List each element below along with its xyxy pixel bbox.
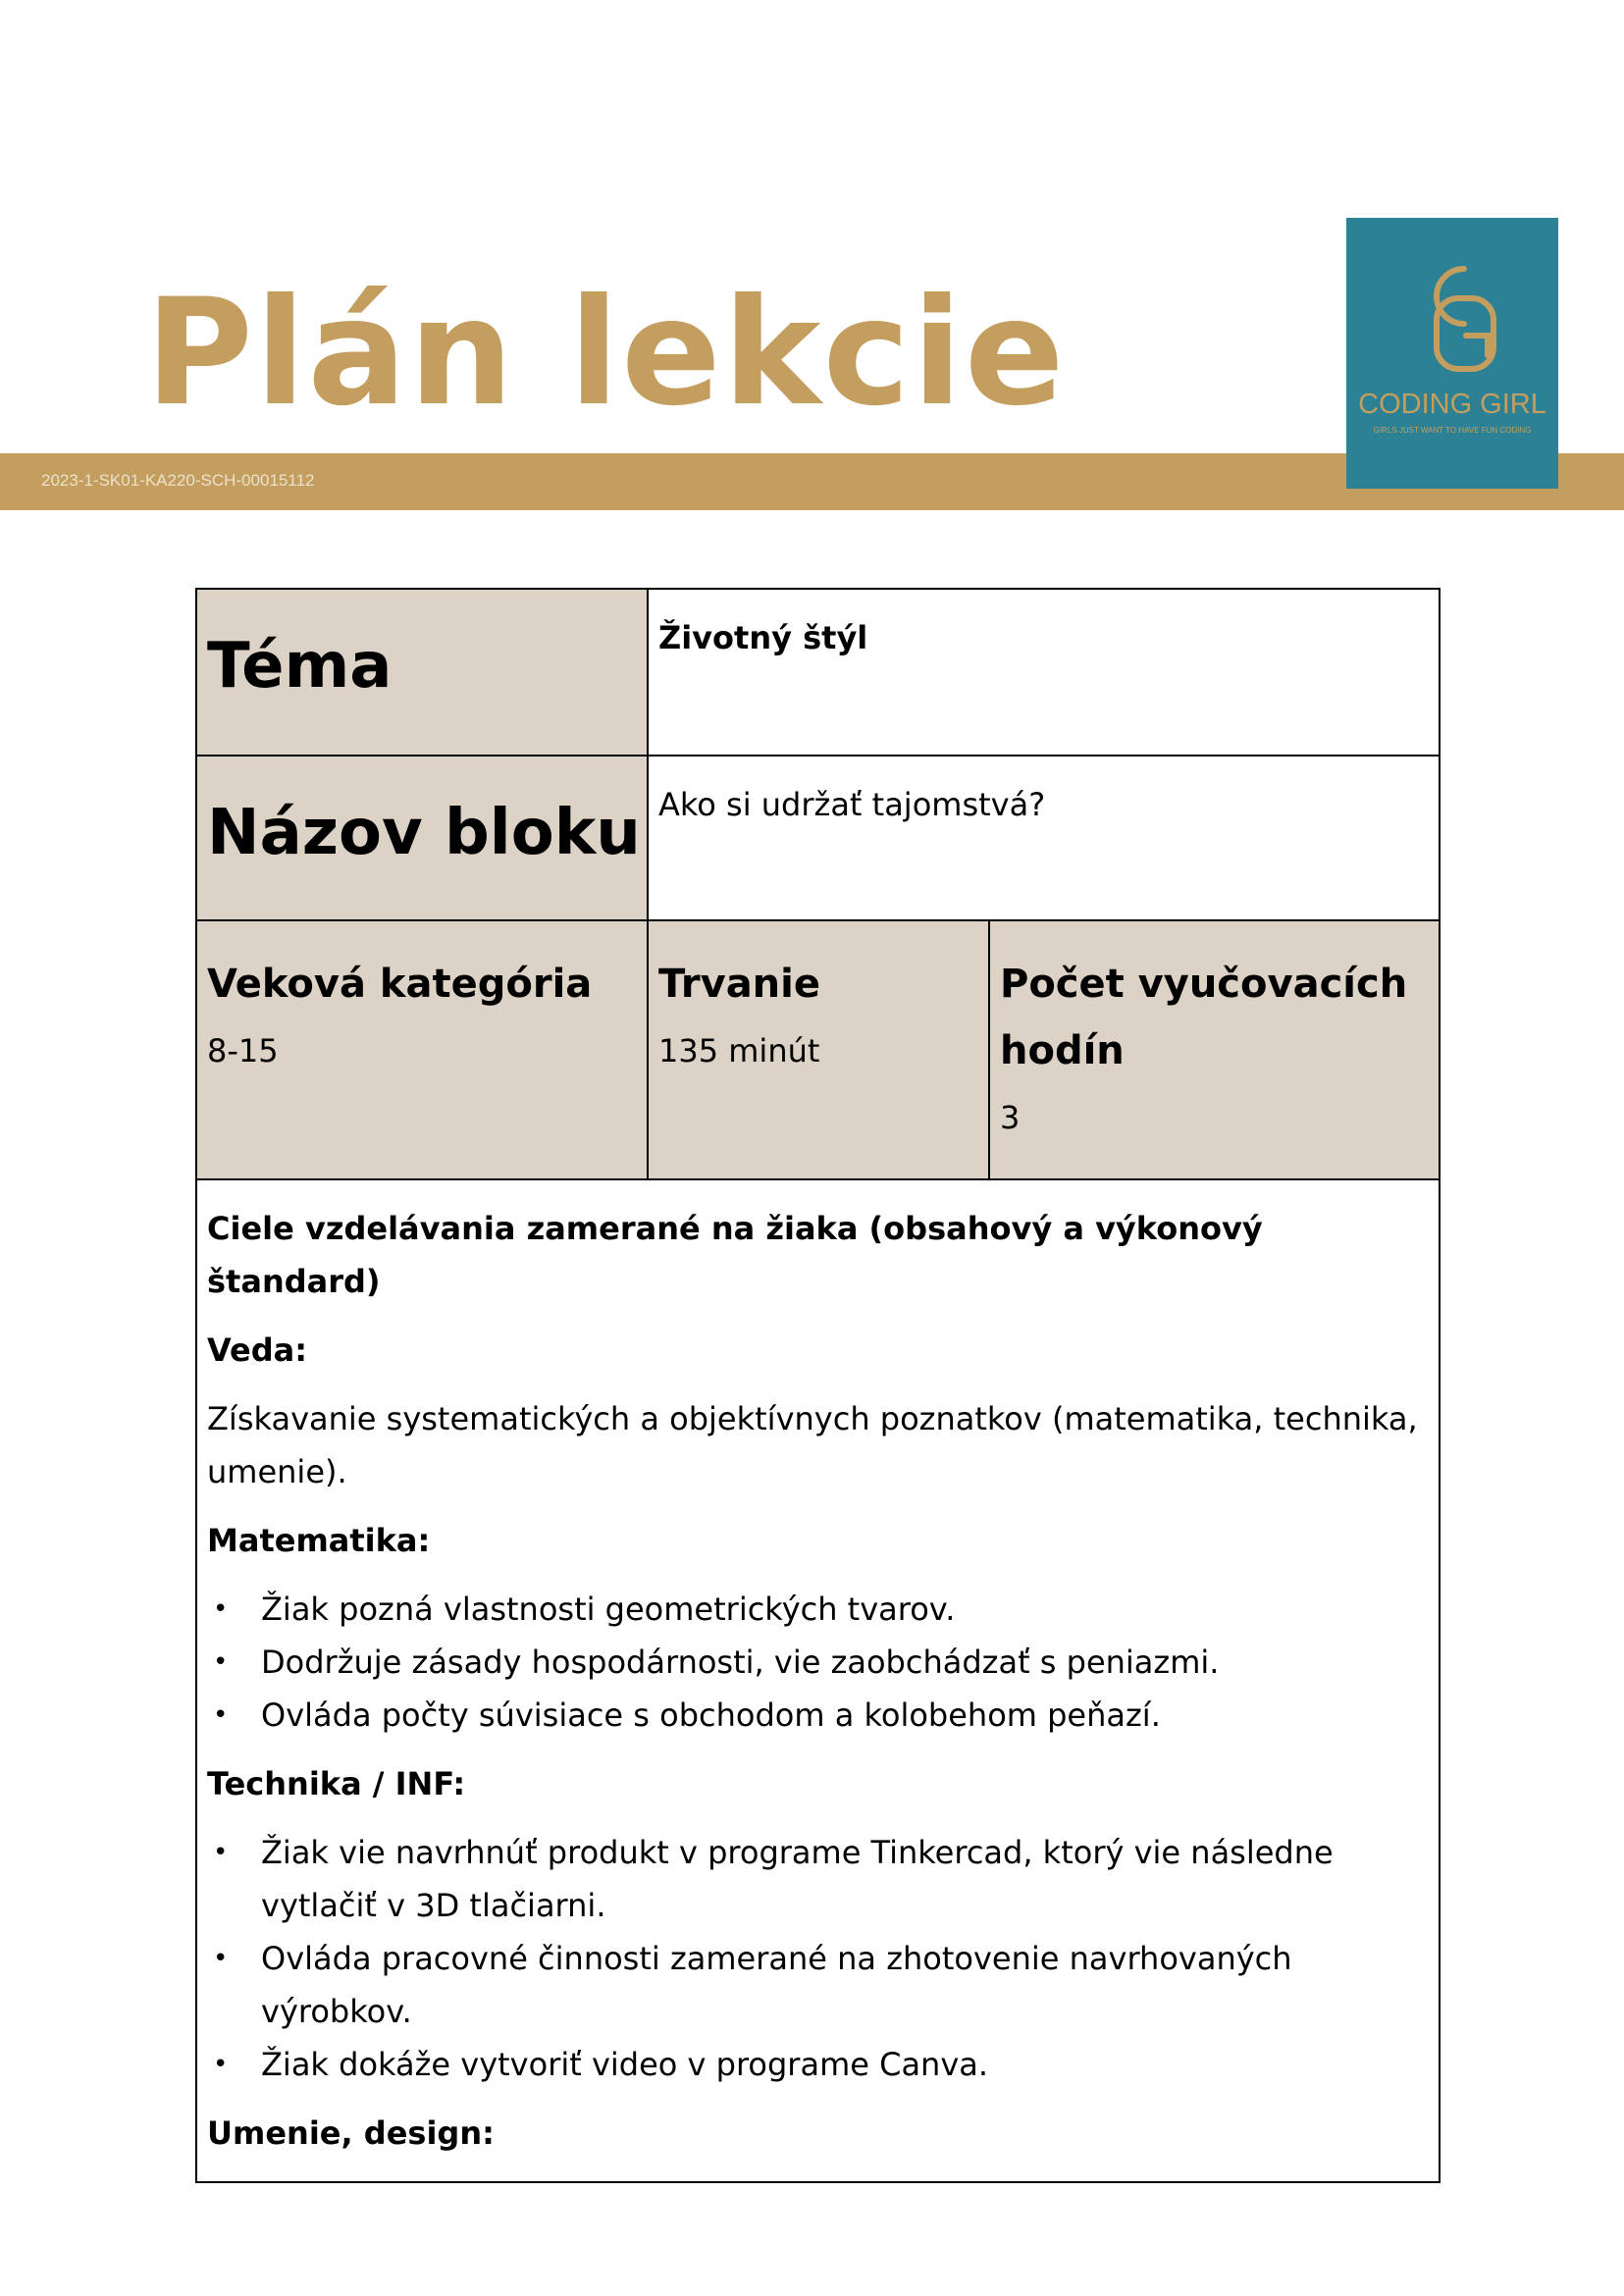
age-label: Veková kategória	[207, 962, 593, 1007]
duration-cell	[648, 920, 989, 1179]
info-row	[196, 920, 1440, 1179]
bullet-icon: •	[213, 1700, 229, 1730]
lessons-value: 3	[1000, 1099, 1021, 1136]
topic-label-cell	[196, 589, 648, 756]
tech-heading: Technika / INF:	[207, 1765, 466, 1802]
lesson-plan-table	[195, 588, 1441, 2183]
goals-cell	[196, 1179, 1440, 2182]
list-item: • Žiak pozná vlastnosti geometrických tvarov.	[207, 1583, 1429, 1636]
goals-row	[196, 1179, 1440, 2182]
list-item: • Žiak dokáže vytvoriť video v programe Canva.	[207, 2038, 1429, 2091]
logo-name: CODING GIRL	[1358, 389, 1546, 420]
lessons-label	[1000, 921, 1429, 1084]
age-value: 8-15	[207, 1032, 279, 1070]
duration-label: Trvanie	[658, 962, 820, 1007]
block-label: Názov bloku	[207, 797, 641, 869]
bullet-icon: •	[213, 1944, 229, 1973]
bullet-icon: •	[213, 1838, 229, 1867]
bullet-icon: •	[213, 2050, 229, 2079]
topic-row	[196, 589, 1440, 756]
topic-value: Životný štýl	[658, 619, 868, 656]
bullet-icon: •	[213, 1594, 229, 1624]
math-list	[207, 1583, 1429, 1742]
art-heading: Umenie, design:	[207, 2114, 495, 2152]
lessons-cell	[989, 920, 1440, 1179]
age-cell	[196, 920, 648, 1179]
list-item: • Ovláda pracovné činnosti zamerané na zhotovenie navrhovaných výrobkov.	[207, 1932, 1429, 2038]
block-value: Ako si udržať tajomstvá?	[658, 786, 1046, 823]
list-item: • Dodržuje zásady hospodárnosti, vie zaobchádzať s peniazmi.	[207, 1636, 1429, 1689]
block-row	[196, 756, 1440, 920]
list-item: • Ovláda počty súvisiace s obchodom a kolobehom peňazí.	[207, 1689, 1429, 1742]
math-heading: Matematika:	[207, 1522, 431, 1559]
cg-monogram-icon	[1399, 255, 1505, 377]
project-code: 2023-1-SK01-KA220-SCH-00015112	[41, 471, 315, 490]
block-value-cell	[648, 756, 1440, 920]
list-item: • Žiak vie navrhnúť produkt v programe Tinkercad, ktorý vie následne vytlačiť v 3D tlačiarni.	[207, 1826, 1429, 1932]
science-heading: Veda:	[207, 1331, 308, 1369]
science-text: Získavanie systematických a objektívnych poznatkov (matematika, technika, umenie).	[207, 1400, 1418, 1490]
duration-value: 135 minút	[658, 1032, 820, 1070]
bullet-icon: •	[213, 1647, 229, 1677]
topic-label: Téma	[207, 630, 393, 703]
lessons-label-line1: Počet vyučovacích	[1000, 962, 1408, 1007]
goals-heading: Ciele vzdelávania zamerané na žiaka (obsahový a výkonový štandard)	[207, 1210, 1263, 1300]
topic-value-cell	[648, 589, 1440, 756]
block-label-cell	[196, 756, 648, 920]
tech-list	[207, 1826, 1429, 2091]
logo-tagline: GIRLS JUST WANT TO HAVE FUN CODING	[1373, 426, 1532, 435]
page-title: Plán lekcie	[145, 268, 1067, 439]
lessons-label-line2: hodín	[1000, 1028, 1125, 1073]
coding-girl-logo	[1346, 218, 1558, 489]
